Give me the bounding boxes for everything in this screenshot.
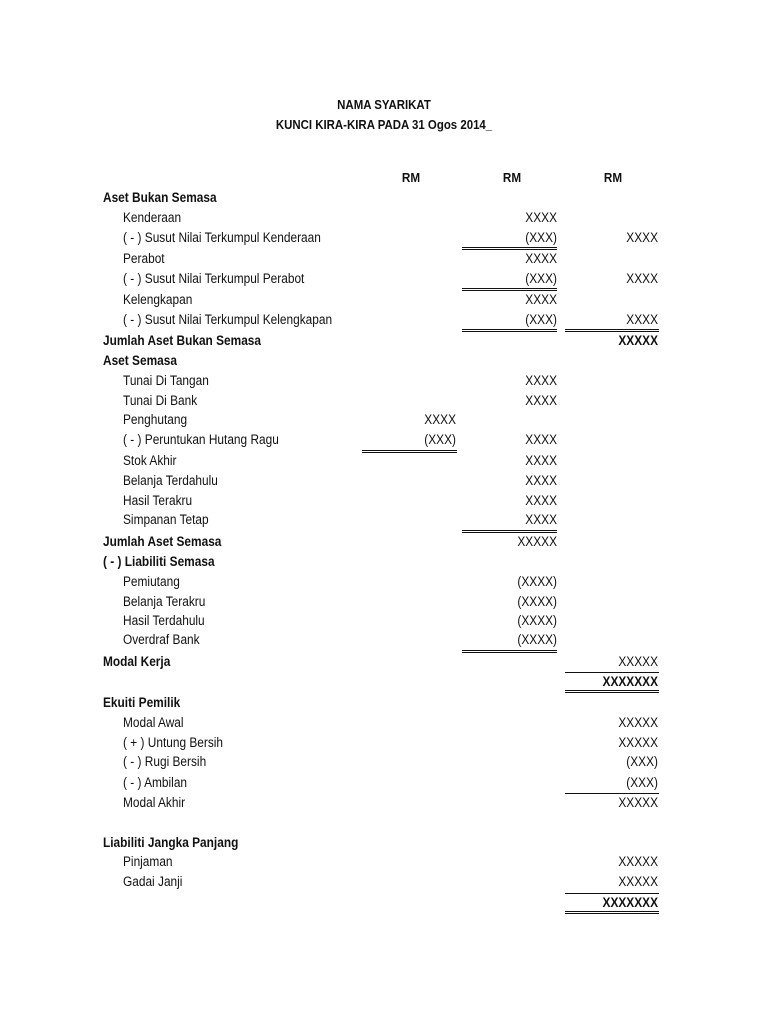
amount-col2: XXXX xyxy=(525,292,557,307)
table-row xyxy=(0,594,768,614)
single-underline xyxy=(565,793,659,794)
table-row xyxy=(0,735,768,755)
amount-col2: XXXX xyxy=(525,251,557,266)
row-label: ( - ) Peruntukan Hutang Ragu xyxy=(123,432,279,447)
table-row xyxy=(0,613,768,633)
table-row xyxy=(0,292,768,312)
double-underline xyxy=(565,911,659,914)
total-current-assets-row xyxy=(0,534,768,554)
double-underline xyxy=(462,650,557,653)
row-label: ( - ) Ambilan xyxy=(123,775,188,790)
double-underline xyxy=(462,288,557,291)
currency-header-col1: RM xyxy=(401,170,421,185)
single-underline xyxy=(565,893,659,894)
row-label: Belanja Terdahulu xyxy=(123,473,218,488)
section-heading-non-current-assets xyxy=(0,190,768,210)
row-label: Modal Awal xyxy=(123,715,184,730)
row-label: ( + ) Untung Bersih xyxy=(123,735,224,750)
double-underline xyxy=(362,450,457,453)
row-label: Penghutang xyxy=(123,412,188,427)
double-underline xyxy=(462,530,557,533)
row-label: Belanja Terakru xyxy=(123,594,206,609)
row-label: Modal Kerja xyxy=(103,654,171,669)
amount-col3: XXXXX xyxy=(618,654,658,669)
statement-title: KUNCI KIRA-KIRA PADA 31 Ogos 2014_ xyxy=(275,117,493,132)
row-label: Stok Akhir xyxy=(123,453,177,468)
amount-col3: XXXXXXX xyxy=(602,895,658,910)
row-label: Ekuiti Pemilik xyxy=(103,695,181,710)
amount-col3: (XXX) xyxy=(626,775,658,790)
amount-col3: XXXXX xyxy=(618,735,658,750)
amount-col3: XXXXX xyxy=(618,715,658,730)
table-row xyxy=(0,512,768,532)
section-heading-current-assets xyxy=(0,353,768,373)
row-label: Gadai Janji xyxy=(123,874,183,889)
amount-col2: XXXX xyxy=(525,393,557,408)
table-row xyxy=(0,271,768,291)
table-row xyxy=(0,574,768,594)
table-row xyxy=(0,432,768,452)
amount-col2: XXXX xyxy=(525,512,557,527)
table-row xyxy=(0,393,768,413)
table-row xyxy=(0,795,768,815)
amount-col2: XXXXX xyxy=(517,534,557,549)
amount-col2: (XXXX) xyxy=(517,632,557,647)
amount-col1: XXXX xyxy=(424,412,456,427)
double-underline xyxy=(462,329,557,332)
amount-col3: XXXXXXX xyxy=(602,674,658,689)
section-heading-long-term-liabilities xyxy=(0,835,768,855)
amount-col3: XXXXX xyxy=(618,854,658,869)
row-label: ( - ) Susut Nilai Terkumpul Kenderaan xyxy=(123,230,321,245)
amount-col2: (XXXX) xyxy=(517,613,557,628)
table-row xyxy=(0,251,768,271)
total-non-current-assets-row xyxy=(0,333,768,353)
working-capital-row xyxy=(0,654,768,674)
row-label: Jumlah Aset Semasa xyxy=(103,534,222,549)
row-label: Pemiutang xyxy=(123,574,180,589)
row-label: Modal Akhir xyxy=(123,795,186,810)
table-row xyxy=(0,874,768,894)
single-underline xyxy=(565,672,659,673)
amount-col3: XXXX xyxy=(626,271,658,286)
table-row xyxy=(0,775,768,795)
row-label: Jumlah Aset Bukan Semasa xyxy=(103,333,262,348)
amount-col2: XXXX xyxy=(525,493,557,508)
row-label: Aset Semasa xyxy=(103,353,177,368)
table-row xyxy=(0,210,768,230)
double-underline xyxy=(565,690,659,693)
table-row xyxy=(0,453,768,473)
row-label: Pinjaman xyxy=(123,854,173,869)
amount-col2: XXXX xyxy=(525,453,557,468)
amount-col3: (XXX) xyxy=(626,754,658,769)
row-label: ( - ) Susut Nilai Terkumpul Perabot xyxy=(123,271,305,286)
row-label: ( - ) Rugi Bersih xyxy=(123,754,207,769)
row-label: Overdraf Bank xyxy=(123,632,200,647)
section-heading-owners-equity xyxy=(0,695,768,715)
table-row xyxy=(0,230,768,250)
row-label: Kelengkapan xyxy=(123,292,193,307)
double-underline xyxy=(462,247,557,250)
currency-header-col2: RM xyxy=(502,170,522,185)
row-label: Perabot xyxy=(123,251,165,266)
amount-col3: XXXXX xyxy=(618,333,658,348)
amount-col3: XXXX xyxy=(626,312,658,327)
row-label: Simpanan Tetap xyxy=(123,512,209,527)
row-label: Hasil Terakru xyxy=(123,493,193,508)
amount-col2: (XXX) xyxy=(525,271,557,286)
table-row xyxy=(0,854,768,874)
amount-col2: XXXX xyxy=(525,432,557,447)
amount-col2: XXXX xyxy=(525,373,557,388)
amount-col1: (XXX) xyxy=(424,432,456,447)
table-row xyxy=(0,473,768,493)
row-label: Liabiliti Jangka Panjang xyxy=(103,835,239,850)
row-label: Kenderaan xyxy=(123,210,182,225)
row-label: ( - ) Liabiliti Semasa xyxy=(103,554,215,569)
amount-col2: XXXX xyxy=(525,210,557,225)
amount-col3: XXXX xyxy=(626,230,658,245)
amount-col2: (XXX) xyxy=(525,230,557,245)
amount-col3: XXXXX xyxy=(618,874,658,889)
amount-col3: XXXXX xyxy=(618,795,658,810)
row-label: ( - ) Susut Nilai Terkumpul Kelengkapan xyxy=(123,312,333,327)
row-label: Tunai Di Bank xyxy=(123,393,198,408)
company-name: NAMA SYARIKAT xyxy=(337,97,431,112)
amount-col2: (XXXX) xyxy=(517,574,557,589)
table-row xyxy=(0,373,768,393)
row-label: Tunai Di Tangan xyxy=(123,373,209,388)
table-row xyxy=(0,715,768,735)
row-label: Hasil Terdahulu xyxy=(123,613,205,628)
table-row xyxy=(0,493,768,513)
row-label: Aset Bukan Semasa xyxy=(103,190,217,205)
currency-header-col3: RM xyxy=(603,170,623,185)
table-row xyxy=(0,412,768,432)
double-underline xyxy=(565,329,659,332)
section-heading-current-liabilities xyxy=(0,554,768,574)
table-row xyxy=(0,632,768,652)
amount-col2: (XXXX) xyxy=(517,594,557,609)
amount-col2: XXXX xyxy=(525,473,557,488)
table-row xyxy=(0,754,768,774)
amount-col2: (XXX) xyxy=(525,312,557,327)
